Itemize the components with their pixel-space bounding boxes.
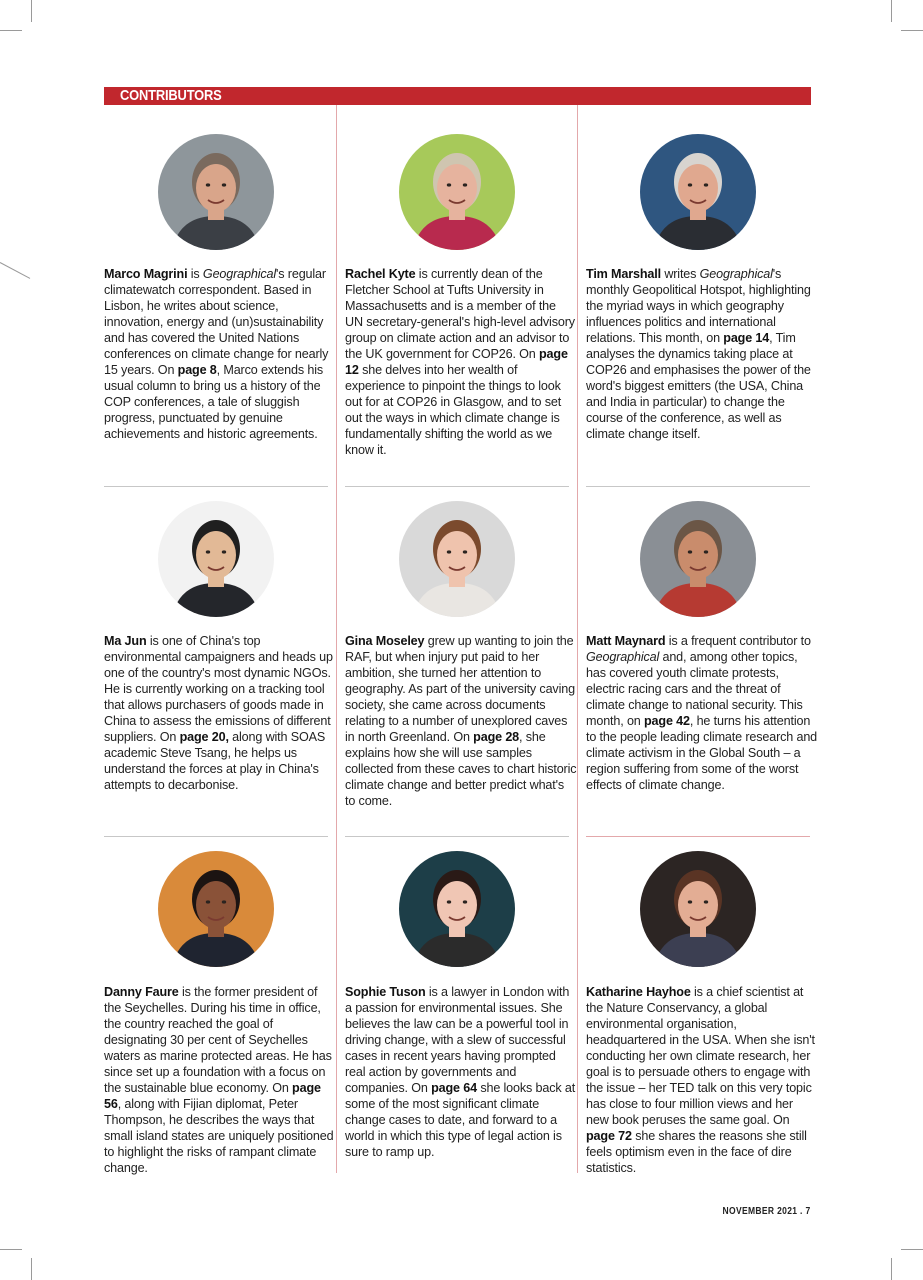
page-reference: page 28 [473, 730, 520, 744]
column-divider [336, 105, 337, 1173]
bio-text: writes [660, 267, 700, 281]
portrait-eye [463, 550, 467, 553]
crop-mark [891, 1258, 892, 1280]
row-divider [586, 836, 810, 837]
portrait-eye [222, 900, 226, 903]
row-divider [345, 486, 569, 487]
contributor-bio [345, 266, 577, 458]
portrait-illustration [399, 134, 515, 250]
publication-name: Geographical [586, 650, 660, 664]
portrait-face [437, 164, 477, 212]
crop-mark [0, 1249, 22, 1250]
row-divider [586, 486, 810, 487]
page-reference: page 12 [345, 347, 568, 377]
portrait-face [678, 531, 718, 579]
crop-mark [0, 262, 30, 279]
contributor-name: Marco Magrini [104, 267, 188, 281]
portrait-illustration [640, 134, 756, 250]
portrait-eye [688, 183, 692, 186]
contributor-name: Gina Moseley [345, 634, 425, 648]
bio-text: grew up wanting to join the RAF, but when injury put paid to her ambition, she turned her attention to geography. As part of the university caving society, she came across documents relating to a number of unexplored caves in north Greenland. On [345, 634, 575, 744]
portrait-face [437, 881, 477, 929]
contributor-portrait [399, 851, 515, 967]
portrait-illustration [640, 851, 756, 967]
contributor-portrait [640, 501, 756, 617]
page-reference: page 14 [723, 331, 770, 345]
contributor-bio [345, 984, 577, 1160]
contributor-portrait [158, 851, 274, 967]
portrait-illustration [399, 851, 515, 967]
bio-text: , she explains how she will use samples collected from these caves to chart historic climate change and better predict what's to come. [345, 730, 577, 808]
bio-text: 's regular climatewatch correspondent. Based in Lisbon, he writes about science, innovation, energy and (un)sustainability and has covered the United Nations conferences on climate change for nearly 15 years. On [104, 267, 329, 377]
portrait-face [678, 881, 718, 929]
contributor-bio [345, 633, 577, 809]
row-divider [104, 836, 328, 837]
portrait-illustration [158, 851, 274, 967]
bio-text: 's monthly Geopolitical Hotspot, highlighting the myriad ways in which geography influences politics and international relations. This month, on [586, 267, 811, 345]
portrait-illustration [399, 501, 515, 617]
portrait-eye [704, 550, 708, 553]
crop-mark [0, 30, 22, 31]
page-reference: page 64 [431, 1081, 477, 1095]
contributor-name: Matt Maynard [586, 634, 666, 648]
bio-text: and, among other topics, has covered youth climate protests, electric racing cars and the threat of climate change to national security. This month, on [586, 650, 803, 728]
bio-text: is [187, 267, 203, 281]
contributor-portrait [399, 501, 515, 617]
page-reference: page 20, [179, 730, 229, 744]
contributor-name: Sophie Tuson [345, 985, 426, 999]
section-header-bar [104, 87, 811, 105]
bio-text: is the former president of the Seychelles. During his time in office, the country reached the goal of designating 30 per cent of Seychelles waters as marine protected areas. He has since set up a foundation with a focus on the sustainable blue economy. On [104, 985, 332, 1095]
portrait-eye [688, 900, 692, 903]
crop-mark [901, 30, 923, 31]
contributor-bio [586, 984, 818, 1176]
portrait-eye [447, 550, 451, 553]
portrait-eye [688, 550, 692, 553]
crop-mark [31, 1258, 32, 1280]
contributor-portrait [640, 134, 756, 250]
contributor-portrait [399, 134, 515, 250]
portrait-eye [206, 183, 210, 186]
contributor-bio [104, 633, 336, 793]
bio-text: is currently dean of the Fletcher School at Tufts University in Massachusetts and is a member of the UN secretary-general's high-level advisory group on climate action and an advisor to the UK government for COP26. On [345, 267, 575, 361]
page-reference: page 8 [177, 363, 217, 377]
contributor-bio [586, 633, 818, 793]
portrait-face [196, 531, 236, 579]
bio-text: she delves into her wealth of experience to pinpoint the things to look out for at COP26 in Glasgow, and to set out the ways in which climate change is fundamentally shifting the world as we know it. [345, 363, 562, 457]
portrait-eye [463, 900, 467, 903]
page-reference: page 42 [644, 714, 690, 728]
bio-text: she looks back at some of the most significant climate change cases to date, and forward to a world in which this type of legal action is sure to ramp up. [345, 1081, 576, 1159]
publication-name: Geographical [202, 267, 277, 281]
bio-text: along with SOAS academic Steve Tsang, he helps us understand the forces at play in China's attempts to decarbonise. [104, 730, 326, 792]
portrait-eye [447, 900, 451, 903]
column-divider [577, 105, 578, 1173]
crop-mark [31, 0, 32, 22]
contributor-portrait [640, 851, 756, 967]
bio-text: is a frequent contributor to [665, 634, 811, 648]
contributor-portrait [158, 134, 274, 250]
bio-text: is a chief scientist at the Nature Conservancy, a global environmental organisation, headquartered in the USA. When she isn't conducting her own climate research, her goal is to persuade others to engage with the issue – her TED talk on this very topic has close to four million views and her new book peruses the same goal. On [586, 985, 815, 1127]
bio-text: , Marco extends his usual column to bring us a history of the COP conferences, a tale of sluggish progress, punctuated by genuine achievements and historic agreements. [104, 363, 323, 441]
portrait-face [678, 164, 718, 212]
contributor-name: Danny Faure [104, 985, 179, 999]
crop-mark [901, 1249, 923, 1250]
portrait-eye [704, 183, 708, 186]
publication-name: Geographical [699, 267, 773, 281]
bio-text: she shares the reasons she still feels optimism even in the face of dire statistics. [586, 1129, 807, 1175]
portrait-eye [206, 550, 210, 553]
portrait-illustration [158, 134, 274, 250]
portrait-eye [447, 183, 451, 186]
bio-text: is a lawyer in London with a passion for environmental issues. She believes the law can be a powerful tool in driving change, with a slew of successful cases in recent years having prompted real action by governments and companies. On [345, 985, 570, 1095]
portrait-face [196, 881, 236, 929]
bio-text: , along with Fijian diplomat, Peter Thompson, he describes the ways that small island states are uniquely positioned to highlight the risks of rampant climate change. [104, 1097, 334, 1175]
contributor-name: Tim Marshall [586, 267, 661, 281]
page-reference: page 72 [586, 1129, 632, 1143]
portrait-face [437, 531, 477, 579]
contributor-name: Ma Jun [104, 634, 147, 648]
portrait-eye [463, 183, 467, 186]
bio-text: is one of China's top environmental campaigners and heads up one of the country's most dynamic NGOs. He is currently working on a tracking tool that allows purchasers of goods made in China to assess the emissions of different suppliers. On [104, 634, 333, 744]
contributor-portrait [158, 501, 274, 617]
portrait-face [196, 164, 236, 212]
portrait-eye [206, 900, 210, 903]
portrait-illustration [158, 501, 274, 617]
row-divider [104, 486, 328, 487]
bio-text: , Tim analyses the dynamics taking place at COP26 and emphasises the power of the word's biggest emitters (the USA, China and India in particular) to change the course of the conference, as well as climate change itself. [586, 331, 811, 441]
portrait-eye [704, 900, 708, 903]
crop-mark [891, 0, 892, 22]
page-reference: page 56 [104, 1081, 321, 1111]
contributor-bio [586, 266, 818, 442]
contributor-name: Katharine Hayhoe [586, 985, 691, 999]
page-footer: NOVEMBER 2021 . 7 [723, 1206, 811, 1217]
bio-text: , he turns his attention to the people leading climate research and climate activism in the Global South – a region suffering from some of the worst effects of climate change. [586, 714, 818, 792]
section-title: CONTRIBUTORS [120, 87, 222, 104]
contributor-name: Rachel Kyte [345, 267, 416, 281]
contributor-bio [104, 266, 336, 442]
portrait-eye [222, 550, 226, 553]
portrait-illustration [640, 501, 756, 617]
portrait-eye [222, 183, 226, 186]
row-divider [345, 836, 569, 837]
contributor-bio [104, 984, 336, 1176]
